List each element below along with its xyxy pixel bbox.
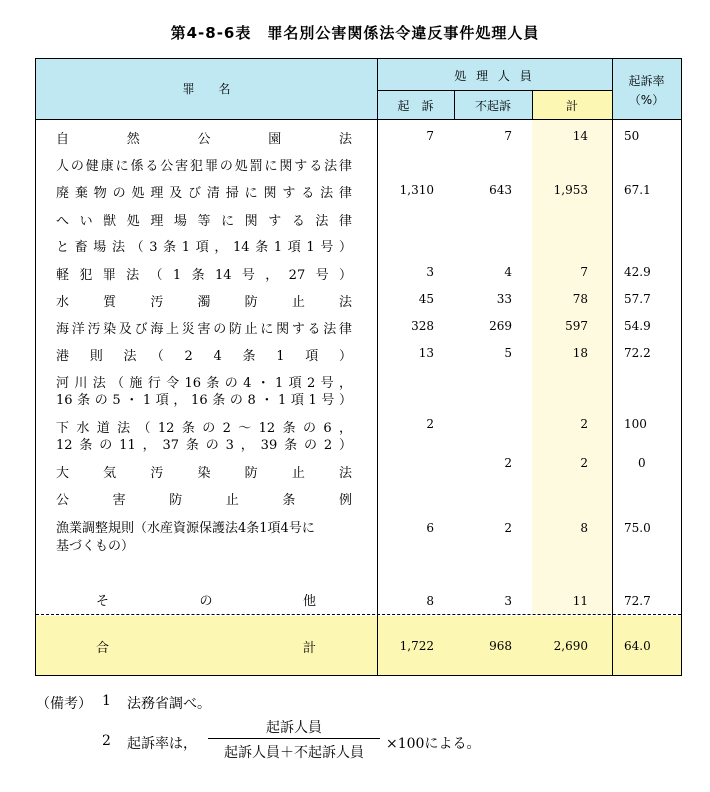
row-name: 水 質 汚 濁 防 止 法	[56, 295, 352, 310]
row-kiso: 1,310	[399, 183, 434, 197]
note-1-text: 法務省調べ。	[127, 696, 211, 712]
row-rate: 0	[638, 456, 646, 470]
row-kiso: 13	[418, 346, 434, 360]
row-kiso: 6	[426, 521, 434, 535]
note-2-lead: 起訴率は，	[127, 736, 197, 752]
row-name: 河川法（施行令16条の4・1項2号，	[56, 376, 352, 391]
row-rate: 54.9	[624, 319, 651, 333]
notes-prefix: （備考）	[36, 696, 92, 712]
header-rate: 起訴率	[628, 74, 665, 88]
row-rate: 72.7	[624, 594, 651, 608]
row-rate: 72.2	[624, 346, 651, 360]
row-fukiso: 5	[504, 346, 512, 360]
header-rate-unit: （%）	[628, 93, 665, 107]
row-name: 下水道法（12条の2～12条の6，	[56, 421, 352, 436]
header-name: 罪 名	[182, 82, 231, 96]
row-name: 海洋汚染及び海上災害の防止に関する法律	[56, 322, 352, 337]
header-group: 処 理 人 員	[454, 69, 535, 83]
fraction-numerator: 起訴人員	[266, 720, 322, 736]
row-name-line2: 基づくもの）	[56, 539, 135, 554]
row-kiso: 7	[426, 129, 434, 143]
row-name: 軽犯罪法（1条14号，27号）	[56, 268, 352, 283]
fraction-bar	[208, 738, 380, 739]
row-fukiso: 269	[489, 319, 512, 333]
row-rate: 67.1	[624, 183, 651, 197]
row-name: 自 然 公 園 法	[56, 132, 352, 147]
row-name: 港 則 法 （ 2 4 条 1 項 ）	[56, 349, 352, 364]
row-name-line2: 16条の5・1項，16条の8・1項1号）	[56, 393, 352, 408]
row-kei: 18	[572, 346, 588, 360]
note-2-number: 2	[102, 733, 111, 749]
row-rate: 75.0	[624, 521, 651, 535]
row-name: そ の 他	[96, 594, 316, 609]
divider	[36, 119, 681, 120]
data-table	[35, 58, 682, 676]
row-name: へい獣処理場等に関する法律	[56, 214, 352, 229]
row-kei: 14	[572, 129, 588, 143]
divider	[377, 59, 378, 675]
row-kei: 11	[572, 594, 588, 608]
note-1-number: 1	[102, 693, 111, 709]
row-rate: 50	[624, 129, 640, 143]
total-fukiso: 968	[489, 639, 512, 653]
header-fukiso: 不起訴	[474, 99, 511, 113]
row-name: 漁業調整規則（水産資源保護法4条1項4号に	[56, 521, 315, 536]
total-kei: 2,690	[553, 639, 588, 653]
row-fukiso: 3	[504, 594, 512, 608]
row-fukiso: 7	[504, 129, 512, 143]
row-fukiso: 2	[504, 456, 512, 470]
row-kei: 8	[580, 521, 588, 535]
total-label: 合 計	[96, 641, 316, 656]
header-rate-cell	[612, 59, 681, 119]
row-kei: 597	[565, 319, 588, 333]
row-kei: 78	[572, 292, 588, 306]
row-fukiso: 2	[504, 521, 512, 535]
row-fukiso: 643	[489, 183, 512, 197]
header-kei: 計	[565, 99, 578, 113]
table-title: 第4-8-6表 罪名別公害関係法令違反事件処理人員	[170, 24, 540, 42]
row-name: 大 気 汚 染 防 止 法	[56, 466, 352, 481]
row-name: と畜場法（3条1項，14条1項1号）	[56, 240, 352, 255]
fraction-denominator: 起訴人員＋不起訴人員	[224, 745, 364, 761]
total-kiso: 1,722	[399, 639, 434, 653]
row-kiso: 8	[426, 594, 434, 608]
row-name: 廃棄物の処理及び清掃に関する法律	[56, 186, 352, 201]
row-kiso: 45	[418, 292, 434, 306]
row-kei: 1,953	[553, 183, 588, 197]
row-kei: 2	[580, 417, 588, 431]
note-2-tail: ×100による。	[386, 736, 481, 752]
row-kiso: 328	[411, 319, 434, 333]
row-rate: 42.9	[624, 265, 651, 279]
divider	[612, 59, 613, 675]
row-rate: 100	[624, 417, 647, 431]
row-name: 人の健康に係る公害犯罪の処罰に関する法律	[56, 159, 352, 174]
row-kei: 2	[580, 456, 588, 470]
row-kei: 7	[580, 265, 588, 279]
divider	[377, 90, 612, 91]
row-name-line2: 12条の11，37条の3，39条の2）	[56, 438, 352, 453]
header-kiso: 起 訴	[397, 99, 434, 113]
row-name: 公 害 防 止 条 例	[56, 493, 352, 508]
row-fukiso: 33	[496, 292, 512, 306]
row-kiso: 3	[426, 265, 434, 279]
row-rate: 57.7	[624, 292, 651, 306]
total-divider	[36, 614, 681, 615]
row-fukiso: 4	[504, 265, 512, 279]
row-kiso: 2	[426, 417, 434, 431]
total-rate: 64.0	[624, 639, 651, 653]
